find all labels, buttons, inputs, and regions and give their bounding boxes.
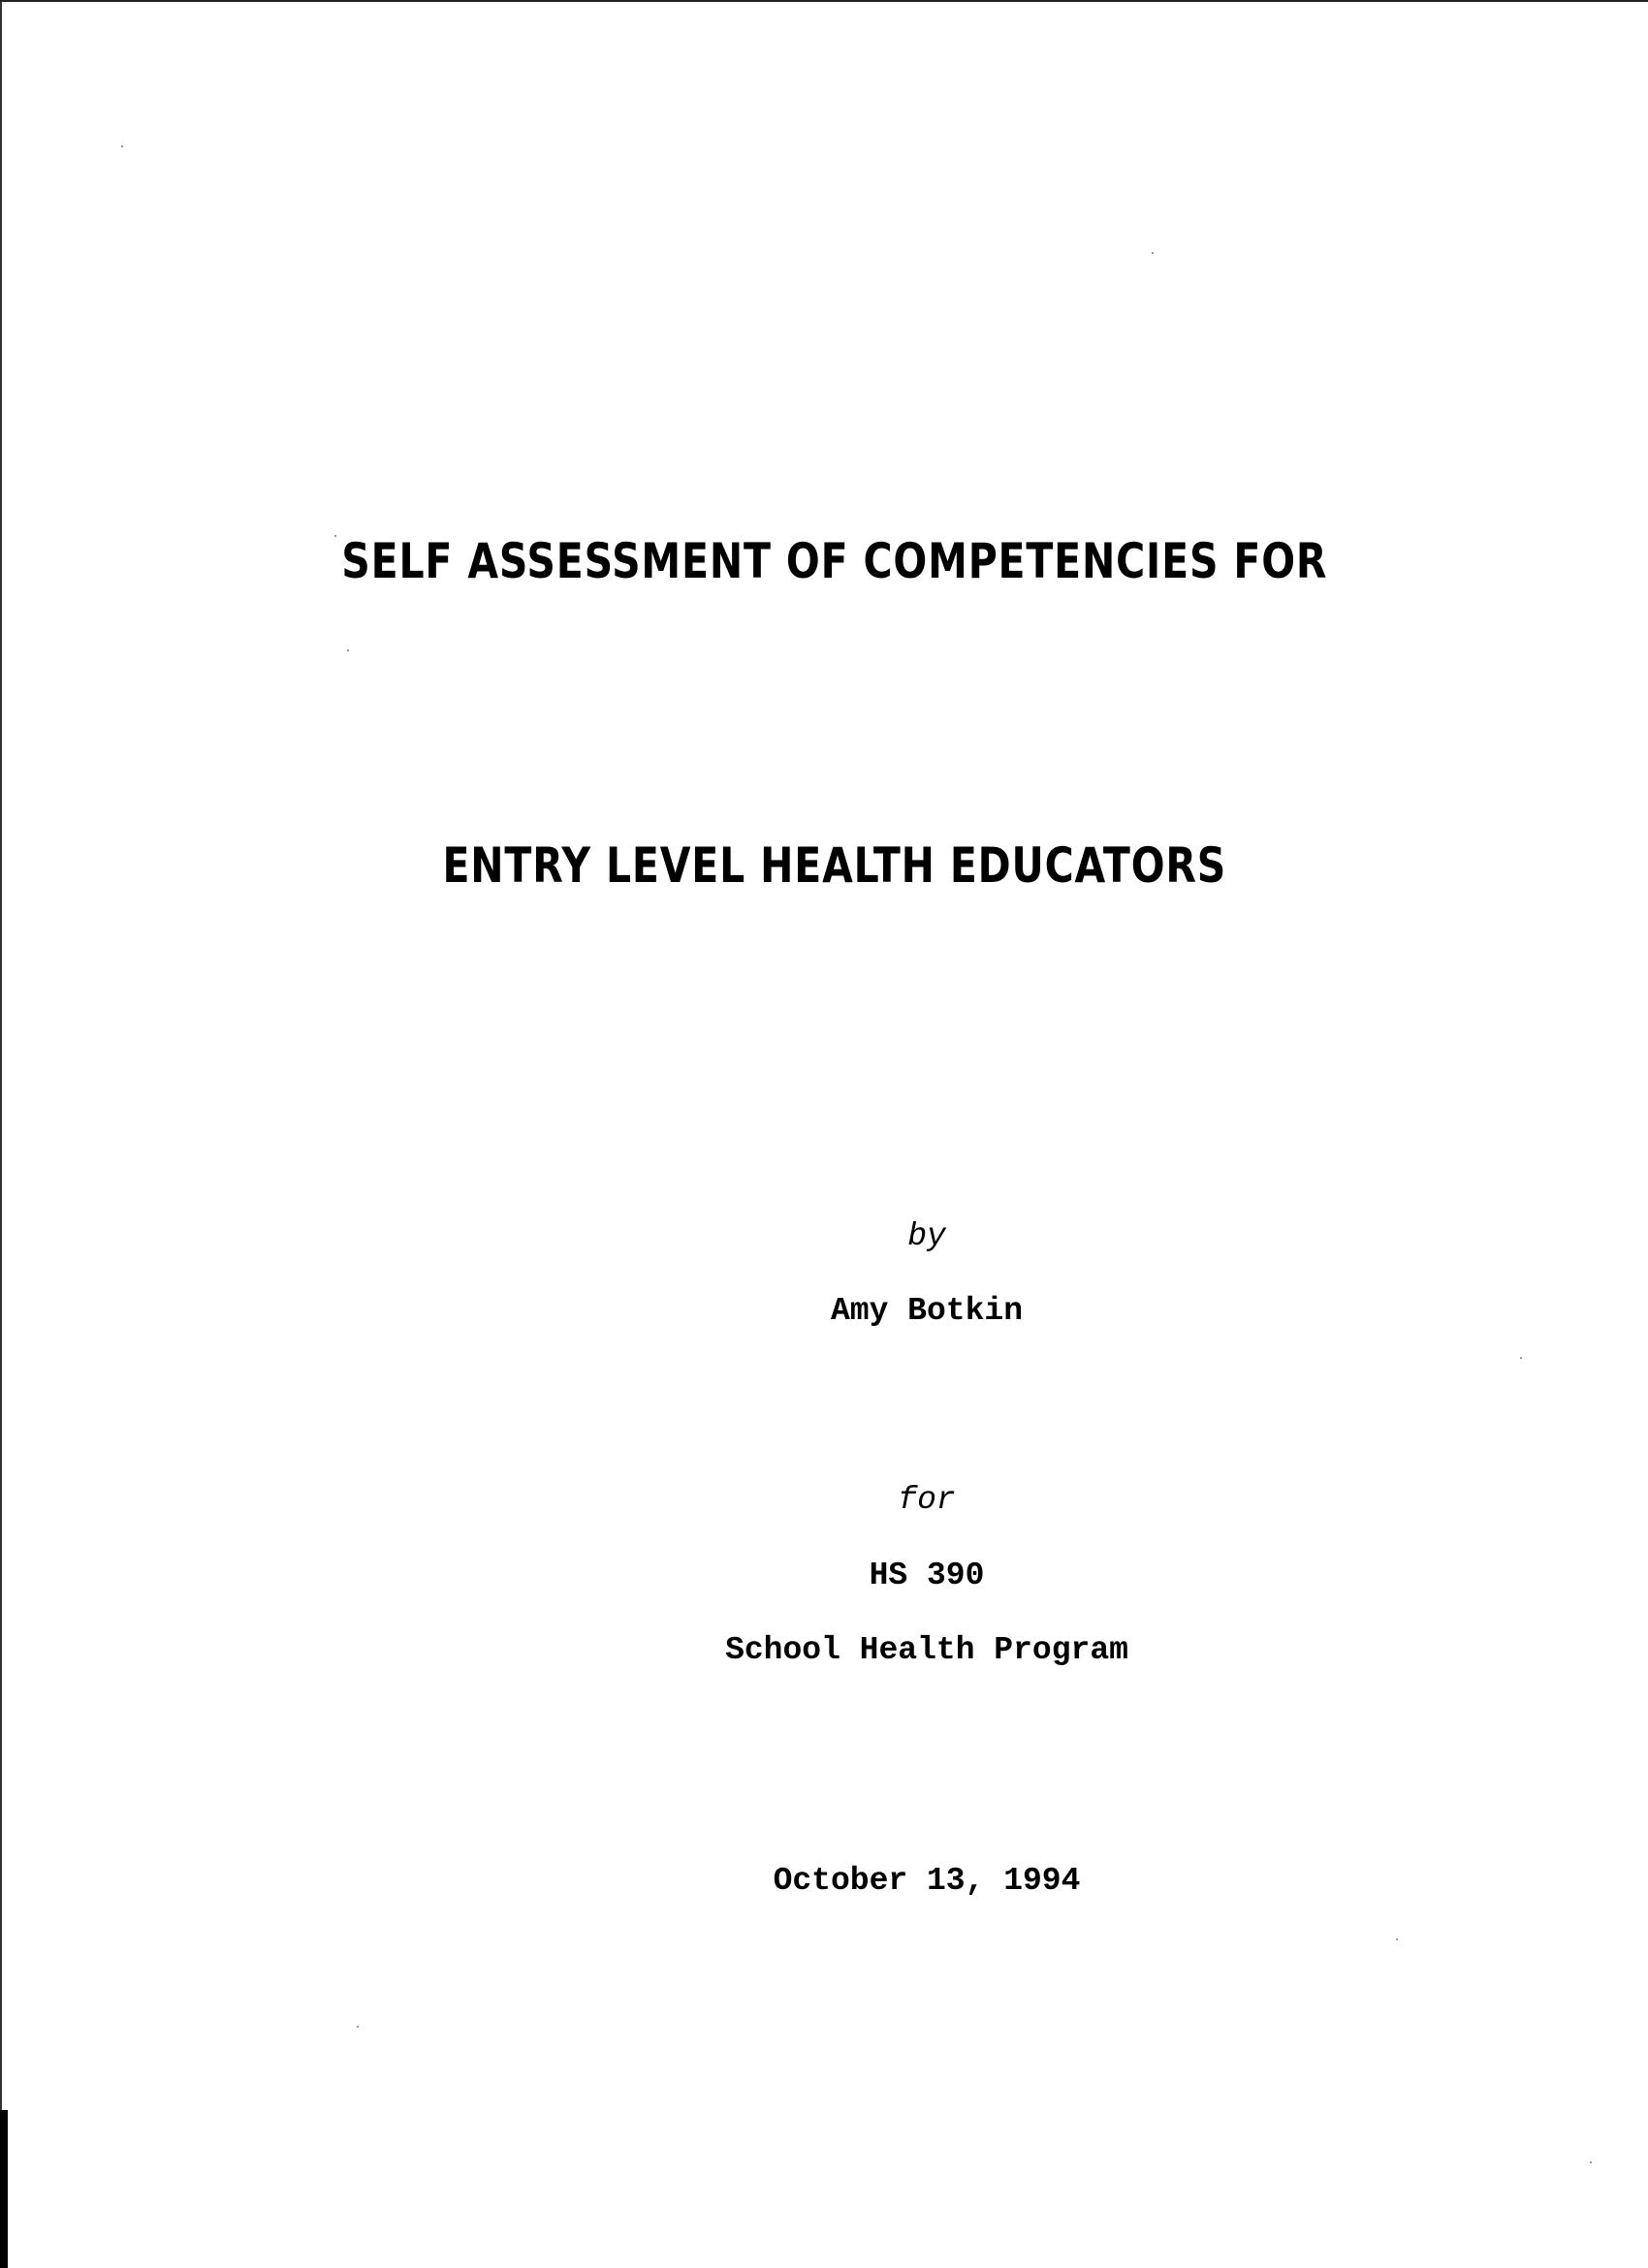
scan-speck <box>1152 252 1154 254</box>
scan-speck <box>1520 1357 1522 1359</box>
document-date: October 13, 1994 <box>773 1863 1081 1899</box>
for-label: for <box>898 1482 956 1518</box>
scan-speck <box>357 2026 359 2028</box>
scan-speck <box>1396 1938 1398 1940</box>
title-line-1: SELF ASSESSMENT OF COMPETENCIES FOR <box>341 533 1328 589</box>
course-name: School Health Program <box>725 1632 1128 1668</box>
scan-speck <box>1590 2161 1592 2163</box>
page-left-edge <box>0 2 2 2268</box>
scan-speck <box>121 145 123 147</box>
scan-binding-shadow <box>0 2110 8 2268</box>
by-label: by <box>907 1218 946 1254</box>
course-code: HS 390 <box>869 1558 985 1593</box>
title-line-2: ENTRY LEVEL HEALTH EDUCATORS <box>442 837 1227 894</box>
scan-speck <box>347 649 349 651</box>
author-name: Amy Botkin <box>830 1293 1024 1329</box>
